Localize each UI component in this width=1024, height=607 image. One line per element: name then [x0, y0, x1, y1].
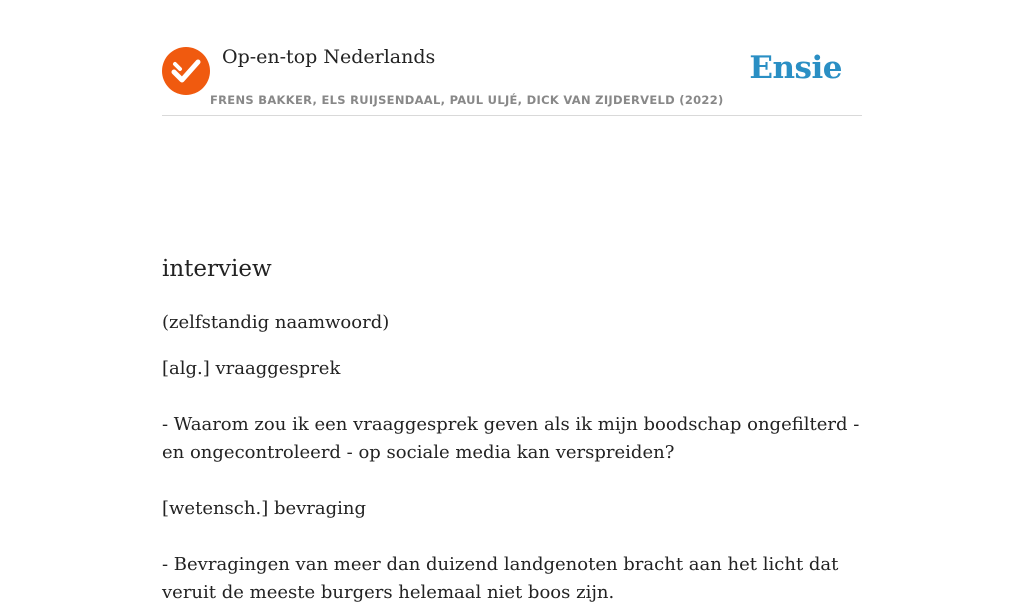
checkmark-icon — [169, 54, 203, 88]
source-authors: FRENS BAKKER, ELS RUIJSENDAAL, PAUL ULJÉ, DICK VAN ZIJDERVELD (2022) — [210, 93, 724, 107]
example-1: - Waarom zou ik een vraaggesprek geven als ik mijn boodschap ongefilterd - en ongecontroleerd - op sociale media kan verspreiden? — [162, 414, 860, 463]
sense-1: [alg.] vraaggesprek — [162, 358, 341, 379]
part-of-speech: (zelfstandig naamwoord) — [162, 312, 390, 333]
brand-logo[interactable]: Ensie — [749, 50, 842, 86]
source-title[interactable]: Op-en-top Nederlands — [222, 46, 436, 68]
entry-card — [162, 0, 862, 603]
headword: interview — [162, 256, 272, 282]
example-2: - Bevragingen van meer dan duizend landgenoten bracht aan het licht dat veruit de meeste burgers helemaal niet boos zijn. — [162, 554, 839, 603]
source-header — [162, 0, 862, 116]
source-logo — [162, 47, 210, 95]
sense-2: [wetensch.] bevraging — [162, 498, 367, 519]
